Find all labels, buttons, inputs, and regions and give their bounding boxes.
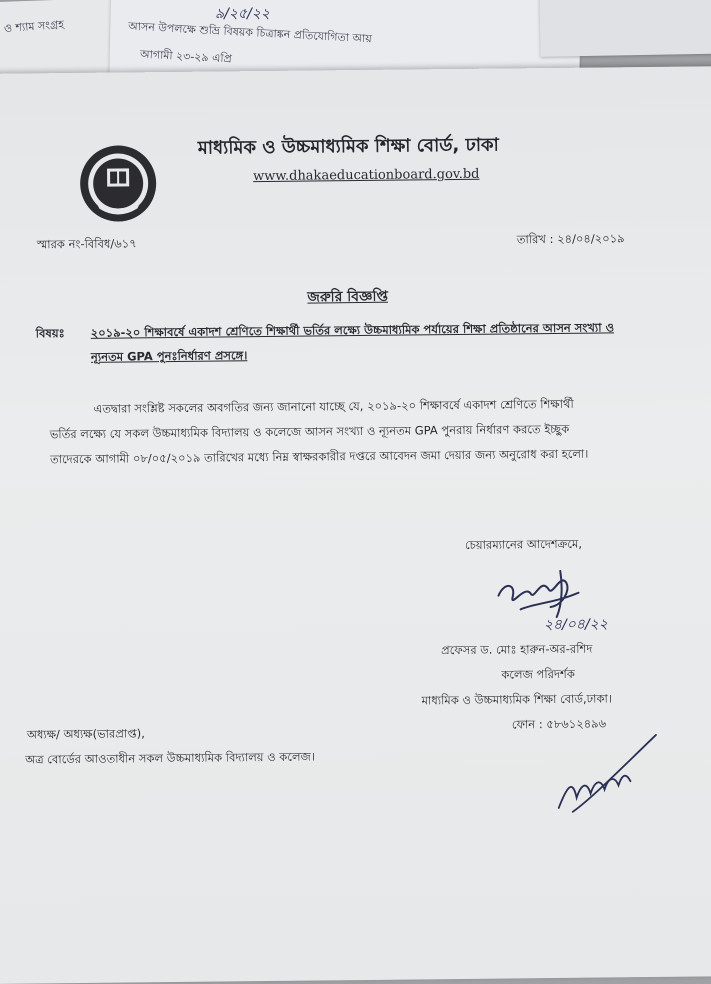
background-paper-left-text: ও শ্যাম সংগ্রহ	[3, 17, 65, 36]
notice-date: তারিখ : ২৪/০৪/২০১৯	[516, 231, 625, 247]
officer-board: মাধ্যমিক ও উচ্চমাধ্যমিক শিক্ষা বোর্ড,ঢাকা।	[421, 691, 612, 708]
body-line-2: ভর্তির লক্ষ্যে যে সকল উচ্চমাধ্যমিক বিদ্যালয় ও কলেজে আসন সংখ্যা ও ন্যূনতম GPA পুনরায় নির্ধারণ করতে ইচ্ছুক	[49, 421, 570, 442]
officer-designation: কলেজ পরিদর্শক	[501, 666, 575, 682]
notice-title: জরুরি বিজ্ঞপ্তি	[307, 288, 389, 306]
subject-line-2: ন্যূনতম GPA পুনঃনির্ধারণ প্রসঙ্গে।	[90, 348, 248, 364]
subject-line-1: ২০১৯-২০ শিক্ষাবর্ষে একাদশ শ্রেণিতে শিক্ষার্থী ভর্তির লক্ষ্যে উচ্চমাধ্যমিক পর্যায়ের শিক্ষা প্রতিষ্ঠানের আসন সংখ্যা ও	[90, 320, 615, 340]
body-line-1: এতদ্বারা সংশ্লিষ্ট সকলের অবগতির জন্য জানানো যাচ্ছে যে, ২০১৯-২০ শিক্ষাবর্ষে একাদশ শ্রেণিতে শিক্ষার্থী	[93, 396, 574, 416]
board-title: মাধ্যমিক ও উচ্চমাধ্যমিক শিক্ষা বোর্ড, ঢাকা	[197, 134, 499, 159]
officer-phone: ফোন : ৫৮৬১২৪৯৬	[511, 716, 607, 732]
board-logo	[77, 142, 160, 225]
notice-document	[0, 66, 711, 984]
background-paper-line-1: আসন উপলক্ষে শুভ্রি বিষয়ক চিত্রাঙ্কন প্রতিযোগিতা আয়	[127, 19, 373, 46]
recipient-line-2: অত্র বোর্ডের আওতাধীন সকল উচ্চমাধ্যমিক বিদ্যালয় ও কলেজ।	[25, 749, 315, 767]
chairman-order: চেয়ারম্যানের আদেশক্রমে,	[464, 536, 583, 552]
memo-number: স্মারক নং-বিবিধ/৬১৭	[36, 236, 137, 252]
recipient-line-1: অধ্যক্ষ/ অধ্যক্ষ(ভারপ্রাপ্ত),	[26, 726, 145, 742]
background-handwriting: ৯/২৫/২২	[215, 6, 270, 22]
subject-label: বিষয়ঃ	[35, 326, 65, 341]
background-paper-right	[539, 0, 711, 57]
second-signature	[552, 727, 663, 818]
body-line-3: তাদেরকে আগামী ০৮/০৫/২০১৯ তারিখের মধ্যে নিম্ন স্বাক্ষরকারীর দপ্তরে আবেদন জমা দেয়ার জন্য অনুরোধ করা হলো।	[49, 446, 589, 467]
board-website-link[interactable]: www.dhakaeducationboard.gov.bd	[253, 166, 480, 185]
background-paper-line-2: আগামী ২৩-২৯ এপ্রি	[139, 47, 233, 66]
officer-name: প্রফেসর ড. মোঃ হারুন-অর-রশিদ	[441, 641, 593, 658]
signature-date: ২৪/০৪/২২	[543, 616, 608, 634]
